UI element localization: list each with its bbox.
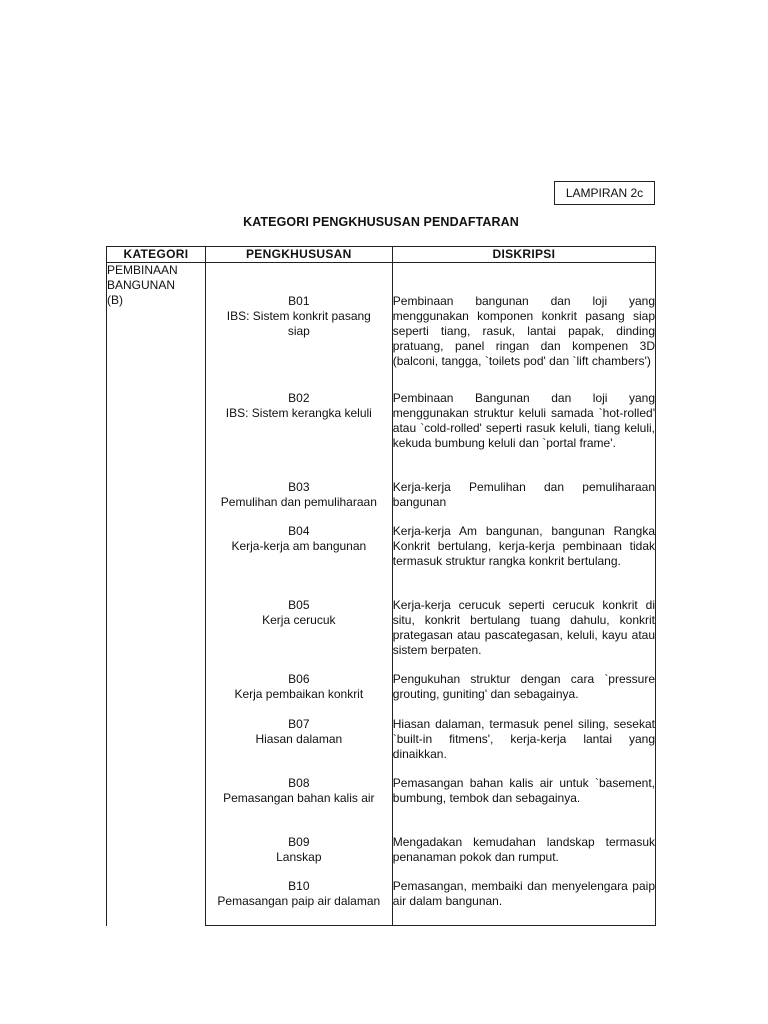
description-cell: Hiasan dalaman, termasuk penel siling, sesekat `built-in fitmens', kerja-kerja lantai yang dinaikkan. <box>392 717 655 776</box>
table-header-row <box>107 247 656 263</box>
specialization-name: Kerja-kerja am bangunan <box>231 539 367 553</box>
description-cell: Kerja-kerja Pemulihan dan pemuliharaan bangunan <box>392 480 655 524</box>
specialization-cell <box>205 391 392 480</box>
description-cell: Pemasangan, membaiki dan menyelengara paip air dalam bangunan. <box>392 879 655 926</box>
table-row <box>107 263 656 392</box>
specialization-cell <box>205 776 392 835</box>
specialization-name: Kerja cerucuk <box>262 613 336 627</box>
specialization-code: B10 <box>288 879 310 893</box>
specialization-cell <box>205 835 392 879</box>
specialization-name: Lanskap <box>276 850 322 864</box>
specialization-name: Pemasangan bahan kalis air <box>223 791 375 805</box>
specialization-cell <box>205 263 392 392</box>
specialization-name: Pemulihan dan pemuliharaan <box>220 495 377 509</box>
description-cell: Pembinaan Bangunan dan loji yang menggunakan struktur keluli samada `hot-rolled' atau `cold-rolled' seperti rasuk keluli, tiang keluli, kekuda bumbung keluli dan `portal frame'. <box>392 391 655 480</box>
specialization-code: B04 <box>288 524 310 538</box>
specialization-cell <box>205 672 392 717</box>
category-line: PEMBINAAN <box>107 263 178 277</box>
specialization-name: IBS: Sistem kerangka keluli <box>225 406 372 420</box>
description-cell: Mengadakan kemudahan landskap termasuk penanaman pokok dan rumput. <box>392 835 655 879</box>
specialization-name: Hiasan dalaman <box>255 732 343 746</box>
specialization-code: B07 <box>288 717 310 731</box>
specialization-code: B01 <box>288 294 310 308</box>
specialization-cell <box>205 524 392 598</box>
column-header-diskripsi: DISKRIPSI <box>392 247 655 263</box>
category-cell <box>107 263 206 926</box>
registration-table <box>106 246 656 926</box>
lampiran-label: LAMPIRAN 2c <box>554 181 655 205</box>
specialization-code: B06 <box>288 672 310 686</box>
specialization-name: Kerja pembaikan konkrit <box>234 687 364 701</box>
specialization-cell <box>205 717 392 776</box>
specialization-code: B03 <box>288 480 310 494</box>
specialization-name: IBS: Sistem konkrit pasang siap <box>226 309 371 338</box>
specialization-cell <box>205 879 392 926</box>
category-line: BANGUNAN <box>107 278 176 292</box>
specialization-code: B05 <box>288 598 310 612</box>
description-cell: Pemasangan bahan kalis air untuk `basement, bumbung, tembok dan sebagainya. <box>392 776 655 835</box>
specialization-code: B09 <box>288 835 310 849</box>
specialization-cell <box>205 598 392 672</box>
document-title: KATEGORI PENGKHUSUSAN PENDAFTARAN <box>243 215 519 229</box>
specialization-cell <box>205 480 392 524</box>
column-header-kategori: KATEGORI <box>107 247 206 263</box>
specialization-code: B08 <box>288 776 310 790</box>
description-cell: Pembinaan bangunan dan loji yang menggunakan komponen konkrit pasang siap seperti tiang, rasuk, lantai papak, dinding pratuang, panel ringan dan kompenen 3D (balconi, tangga, `toilets pod' dan `lift chambers') <box>392 263 655 392</box>
description-cell: Kerja-kerja Am bangunan, bangunan Rangka Konkrit bertulang, kerja-kerja pembinaan tidak termasuk struktur rangka konkrit bertulang. <box>392 524 655 598</box>
category-line: (B) <box>107 293 123 307</box>
specialization-name: Pemasangan paip air dalaman <box>217 894 381 908</box>
specialization-code: B02 <box>288 391 310 405</box>
column-header-pengkhususan: PENGKHUSUSAN <box>205 247 392 263</box>
description-cell: Kerja-kerja cerucuk seperti cerucuk konkrit di situ, konkrit bertulang tuang dahulu, konkrit prategasan atau pascategasan, keluli, kayu atau sistem berpaten. <box>392 598 655 672</box>
description-cell: Pengukuhan struktur dengan cara `pressure grouting, guniting' dan sebagainya. <box>392 672 655 717</box>
